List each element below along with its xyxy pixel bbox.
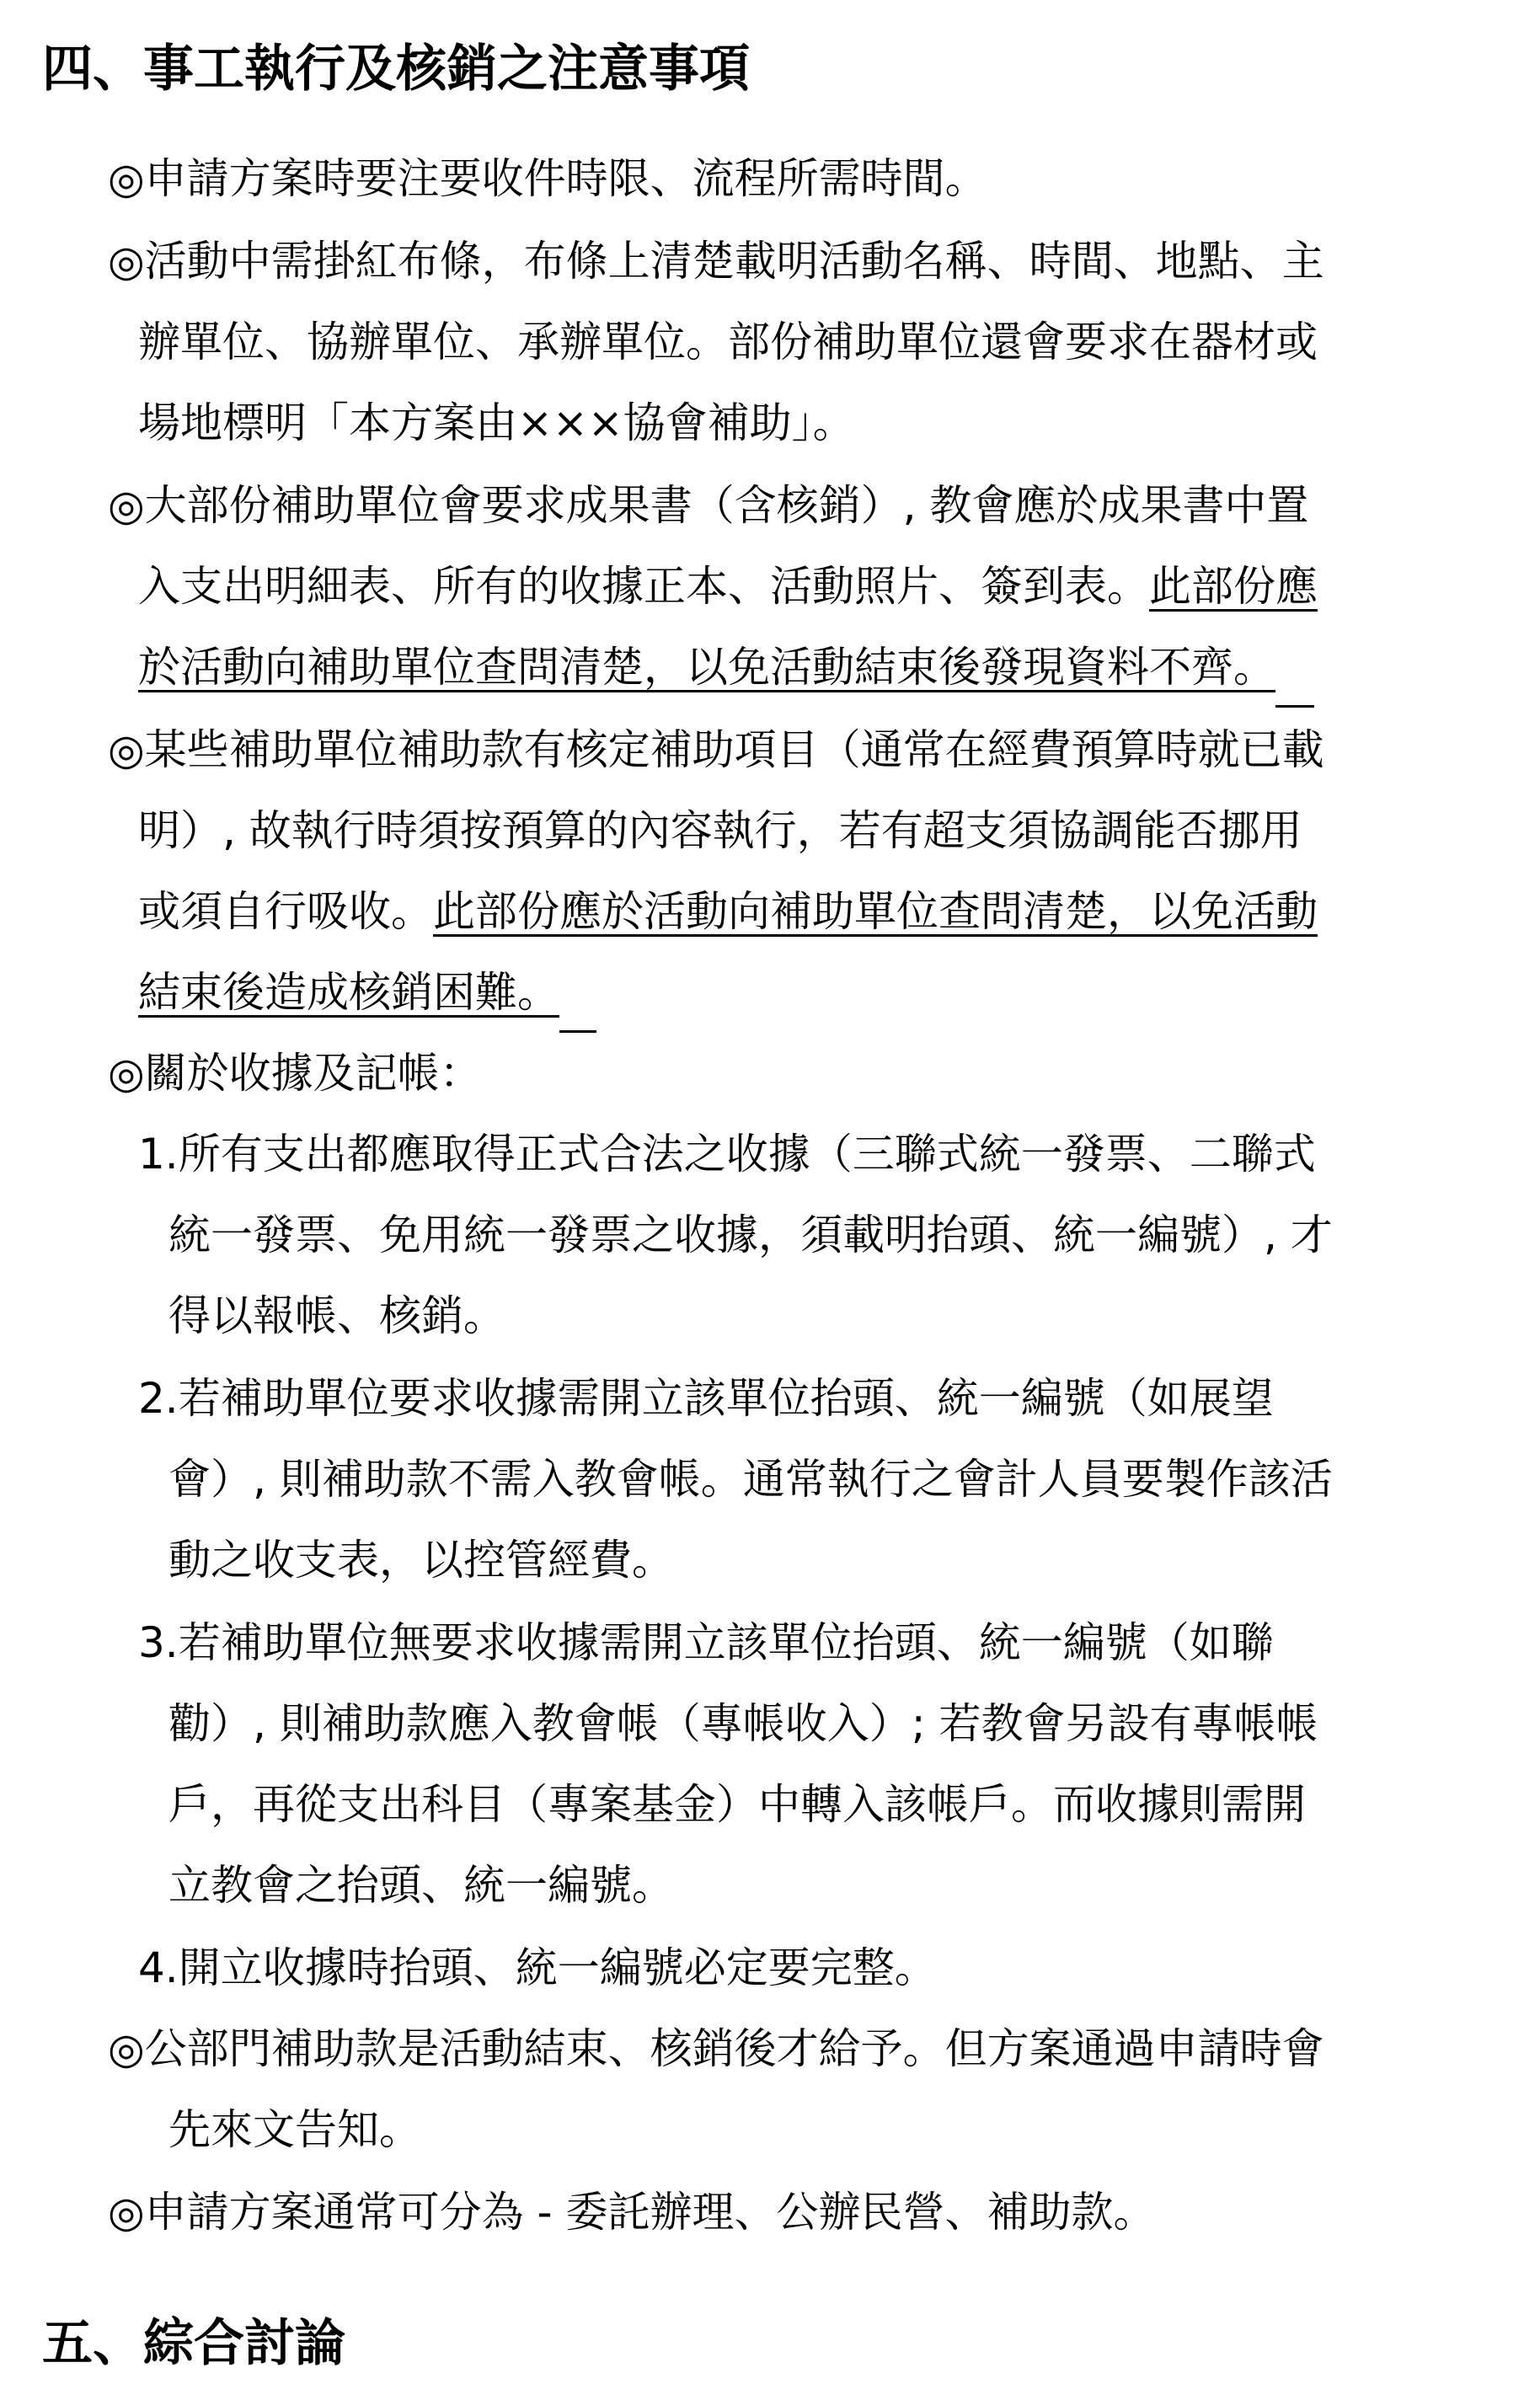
bullet-approved-items-line-1: ◎某些補助單位補助款有核定補助項目（通常在經費預算時就已載 bbox=[108, 725, 1324, 774]
bullet-approved-items-line-4 bbox=[138, 952, 596, 1033]
receipts-item-2-line-3: 動之收支表，以控管經費。 bbox=[168, 1536, 674, 1585]
receipts-item-3-line-4: 立教會之抬頭、統一編號。 bbox=[168, 1861, 674, 1910]
receipts-item-3-line-2: 勸）, 則補助款應入教會帳（專帳收入）; 若教會另設有專帳帳 bbox=[168, 1699, 1318, 1748]
bullet-report-line-2-plain: 入支出明細表、所有的收據正本、活動照片、簽到表。 bbox=[138, 562, 1149, 611]
bullet-banner-line-3: 場地標明「本方案由×××協會補助」。 bbox=[138, 398, 855, 447]
receipts-item-1-line-2: 統一發票、免用統一發票之收據，須載明抬頭、統一編號）, 才 bbox=[168, 1211, 1333, 1259]
bullet-approved-items-line-3-underlined: 此部份應於活動向補助單位查問清楚，以免活動 bbox=[433, 887, 1318, 936]
bullet-report-line-2-underlined: 此部份應 bbox=[1149, 562, 1318, 611]
bullet-approved-items-line-4-underlined: 結束後造成核銷困難。 bbox=[138, 968, 559, 1017]
bullet-report-line-3-underlined: 於活動向補助單位查問清楚，以免活動結束後發現資料不齊。 bbox=[138, 643, 1275, 692]
bullet-report-line-3 bbox=[138, 627, 1314, 708]
bullet-approved-items-line-2: 明）, 故執行時須按預算的內容執行，若有超支須協調能否挪用 bbox=[138, 806, 1302, 855]
section-4-heading: 四、事工執行及核銷之注意事項 bbox=[42, 40, 750, 99]
bullet-approved-items-line-3 bbox=[138, 871, 1318, 952]
bullet-approved-items-line-3-plain: 或須自行吸收。 bbox=[138, 887, 433, 936]
bullet-public-funding-line-2: 先來文告知。 bbox=[168, 2105, 421, 2154]
bullet-report-line-2 bbox=[138, 546, 1318, 627]
bullet-receipts-line-1: ◎關於收據及記帳： bbox=[108, 1049, 482, 1098]
receipts-item-2-line-2: 會）, 則補助款不需入教會帳。通常執行之會計人員要製作該活 bbox=[168, 1455, 1333, 1504]
underline-extension bbox=[1275, 655, 1314, 708]
bullet-banner-line-2: 辦單位、協辦單位、承辦單位。部份補助單位還會要求在器材或 bbox=[138, 318, 1318, 366]
receipts-item-1-line-1: 1.所有支出都應取得正式合法之收據（三聯式統一發票、二聯式 bbox=[138, 1130, 1316, 1179]
bullet-application-types-line-1: ◎申請方案通常可分為 - 委託辦理、公辦民營、補助款。 bbox=[108, 2188, 1156, 2237]
receipts-item-3-line-1: 3.若補助單位無要求收據需開立該單位抬頭、統一編號（如聯 bbox=[138, 1618, 1274, 1667]
bullet-banner-line-1: ◎活動中需掛紅布條，布條上清楚載明活動名稱、時間、地點、主 bbox=[108, 237, 1324, 286]
bullet-report-line-1: ◎大部份補助單位會要求成果書（含核銷）, 教會應於成果書中置 bbox=[108, 481, 1309, 530]
underline-extension bbox=[559, 980, 596, 1033]
receipts-item-3-line-3: 戶，再從支出科目（專案基金）中轉入該帳戶。而收據則需開 bbox=[168, 1780, 1306, 1829]
section-5-heading: 五、綜合討論 bbox=[42, 2314, 345, 2373]
bullet-public-funding-line-1: ◎公部門補助款是活動結束、核銷後才給予。但方案通過申請時會 bbox=[108, 2024, 1324, 2073]
bullet-deadline-line-1: ◎申請方案時要注要收件時限、流程所需時間。 bbox=[108, 154, 987, 203]
receipts-item-4-line-1: 4.開立收據時抬頭、統一編號必定要完整。 bbox=[138, 1943, 937, 1992]
receipts-item-2-line-1: 2.若補助單位要求收據需開立該單位抬頭、統一編號（如展望 bbox=[138, 1374, 1274, 1423]
receipts-item-1-line-3: 得以報帳、核銷。 bbox=[168, 1291, 505, 1340]
